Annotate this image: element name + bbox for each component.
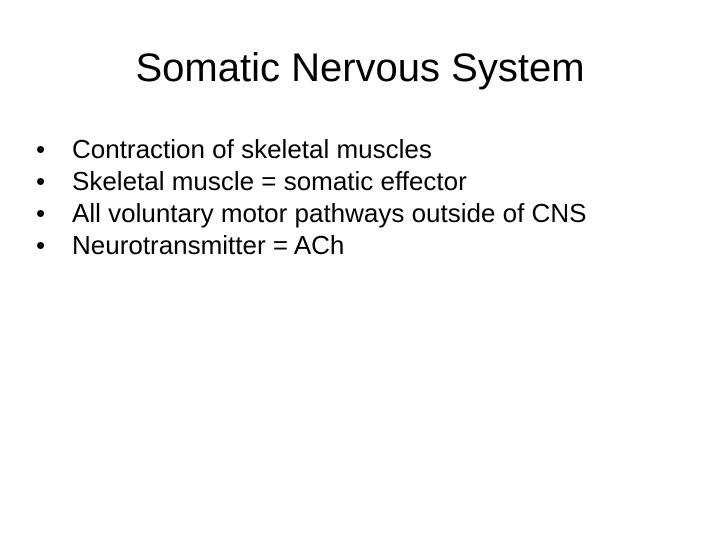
bullet-icon: •	[36, 198, 46, 228]
bullet-item	[36, 133, 676, 165]
bullet-text: Contraction of skeletal muscles	[72, 134, 432, 164]
bullet-text: All voluntary motor pathways outside of CNS	[72, 198, 587, 228]
bullet-icon: •	[36, 134, 46, 164]
bullet-item	[36, 165, 676, 197]
bullet-icon: •	[36, 166, 46, 196]
bullet-text: Skeletal muscle = somatic effector	[72, 166, 467, 196]
bullet-item	[36, 197, 676, 229]
slide-title: Somatic Nervous System	[135, 46, 585, 90]
bullet-text: Neurotransmitter = ACh	[72, 230, 345, 260]
bullet-item	[36, 229, 676, 261]
bullet-list	[36, 133, 676, 261]
bullet-icon: •	[36, 230, 46, 260]
